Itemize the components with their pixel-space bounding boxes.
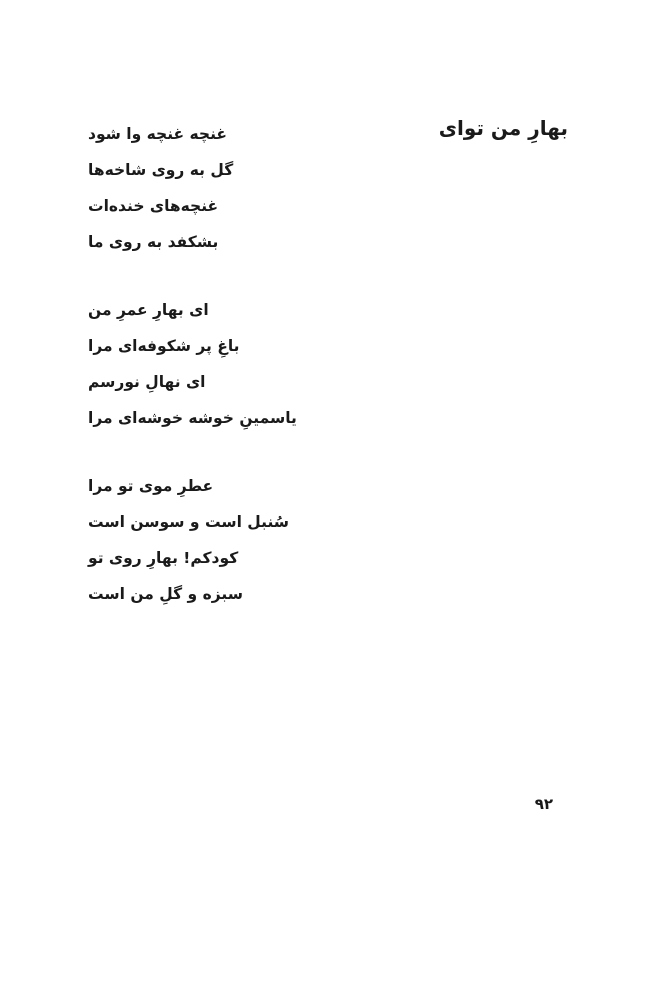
verse-line: غنچه غنچه وا شود — [88, 125, 228, 143]
page-number: ۹۲ — [534, 795, 553, 813]
verse-line: کودکم! بهارِ روی تو — [88, 549, 239, 567]
verse-line: غنچه‌های خنده‌ات — [88, 197, 219, 215]
poem-title: بهارِ من توای — [438, 116, 568, 140]
stanza-1 — [88, 116, 348, 260]
verse-line: یاسمینِ خوشه خوشه‌ای مرا — [88, 409, 297, 427]
stanza-2 — [88, 292, 348, 436]
verse-line: ای نهالِ نورسم — [88, 373, 206, 391]
verse-line: گل به روی شاخه‌ها — [88, 161, 234, 179]
poem-body — [88, 116, 348, 644]
verse-line: سُنبل است و سوسن است — [88, 513, 290, 531]
verse-line: سبزه و گلِ من است — [88, 585, 243, 603]
verse-line: ای بهارِ عمرِ من — [88, 301, 209, 319]
stanza-3 — [88, 468, 348, 612]
verse-line: باغِ پر شکوفه‌ای مرا — [88, 337, 240, 355]
verse-line: بشکفد به روی ما — [88, 233, 219, 251]
verse-line: عطرِ موی تو مرا — [88, 477, 214, 495]
